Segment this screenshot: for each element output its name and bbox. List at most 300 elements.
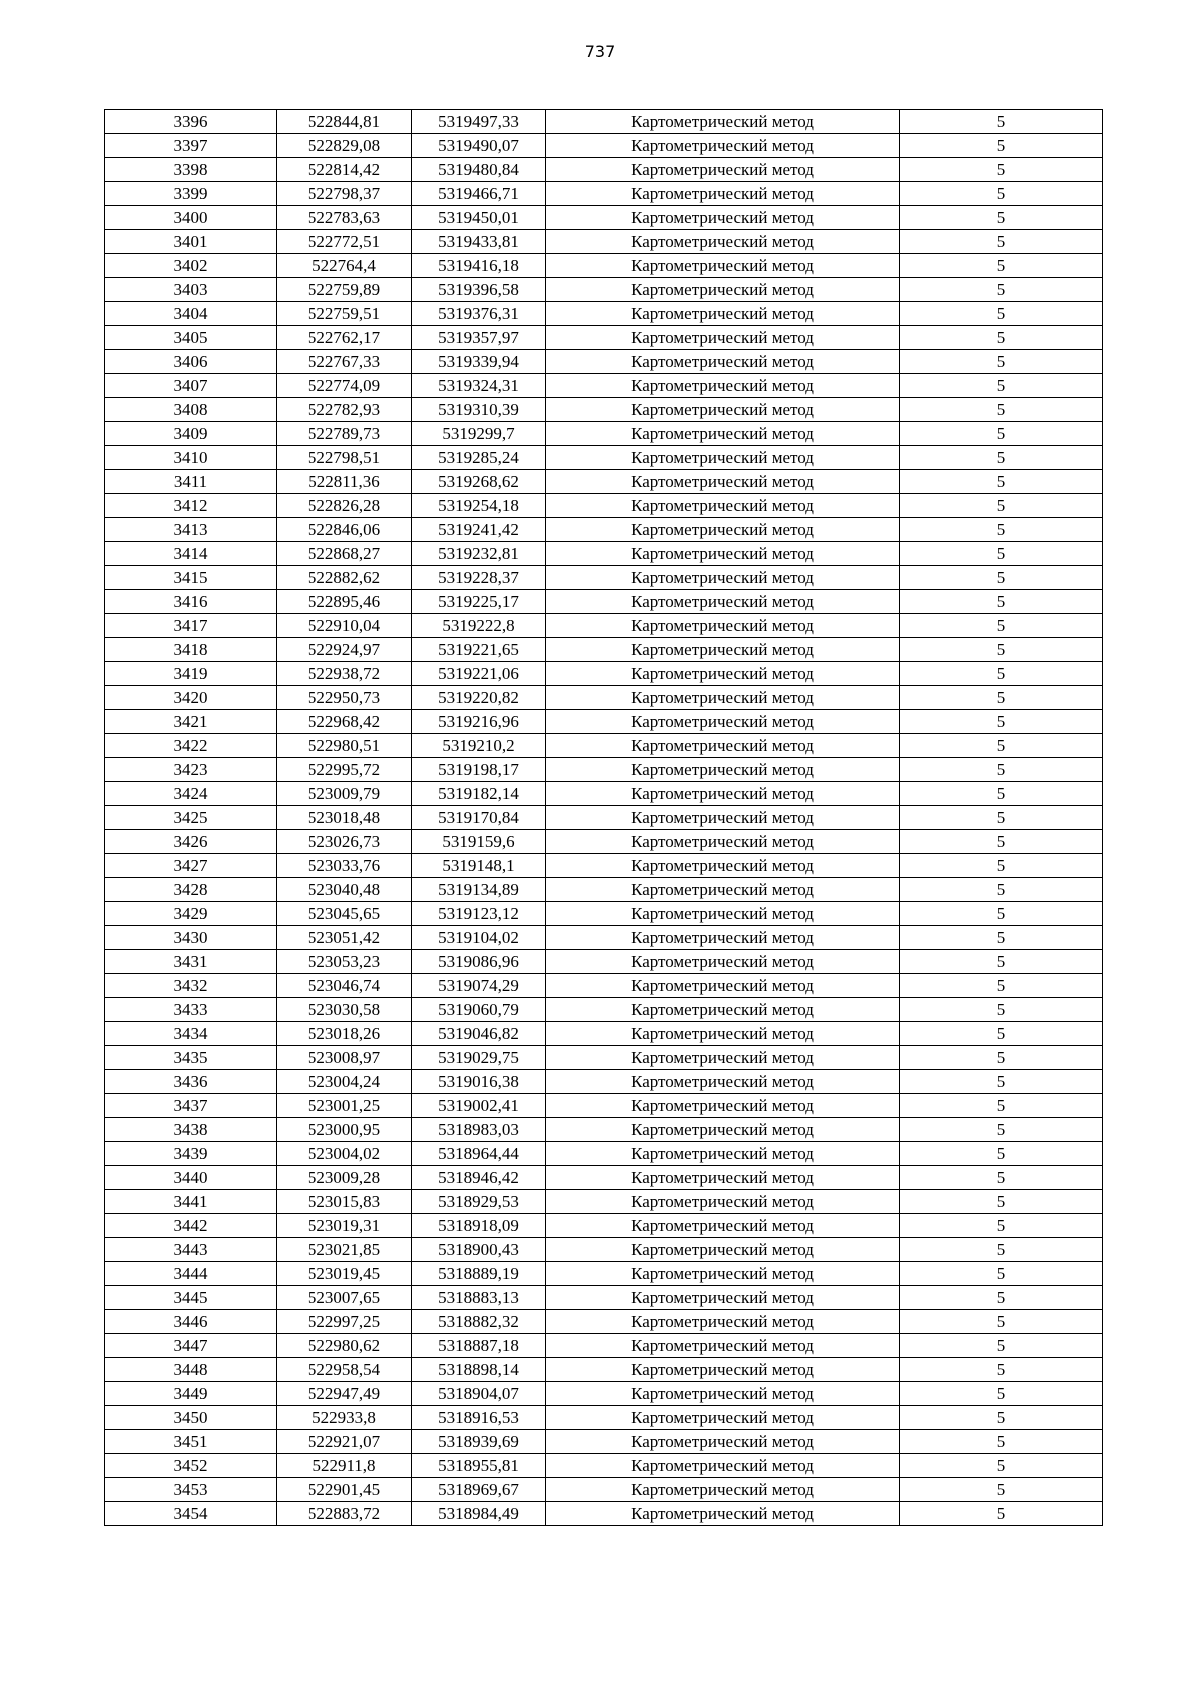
table-row bbox=[105, 806, 1103, 830]
accuracy-cell: 5 bbox=[900, 230, 1103, 254]
accuracy-cell: 5 bbox=[900, 1406, 1103, 1430]
y-coordinate-cell: 5318964,44 bbox=[412, 1142, 546, 1166]
coordinates-table-body bbox=[105, 110, 1103, 1526]
table-row bbox=[105, 134, 1103, 158]
point-number-cell: 3397 bbox=[105, 134, 277, 158]
y-coordinate-cell: 5319016,38 bbox=[412, 1070, 546, 1094]
method-cell: Картометрический метод bbox=[546, 1430, 900, 1454]
y-coordinate-cell: 5318904,07 bbox=[412, 1382, 546, 1406]
accuracy-cell: 5 bbox=[900, 206, 1103, 230]
point-number-cell: 3432 bbox=[105, 974, 277, 998]
table-row bbox=[105, 926, 1103, 950]
method-cell: Картометрический метод bbox=[546, 1310, 900, 1334]
table-row bbox=[105, 494, 1103, 518]
point-number-cell: 3404 bbox=[105, 302, 277, 326]
table-row bbox=[105, 566, 1103, 590]
point-number-cell: 3418 bbox=[105, 638, 277, 662]
accuracy-cell: 5 bbox=[900, 494, 1103, 518]
point-number-cell: 3444 bbox=[105, 1262, 277, 1286]
y-coordinate-cell: 5319002,41 bbox=[412, 1094, 546, 1118]
x-coordinate-cell: 522789,73 bbox=[277, 422, 412, 446]
x-coordinate-cell: 522783,63 bbox=[277, 206, 412, 230]
point-number-cell: 3428 bbox=[105, 878, 277, 902]
table-row bbox=[105, 662, 1103, 686]
method-cell: Картометрический метод bbox=[546, 1454, 900, 1478]
accuracy-cell: 5 bbox=[900, 1262, 1103, 1286]
x-coordinate-cell: 523019,45 bbox=[277, 1262, 412, 1286]
accuracy-cell: 5 bbox=[900, 878, 1103, 902]
method-cell: Картометрический метод bbox=[546, 230, 900, 254]
accuracy-cell: 5 bbox=[900, 950, 1103, 974]
table-row bbox=[105, 878, 1103, 902]
y-coordinate-cell: 5319324,31 bbox=[412, 374, 546, 398]
accuracy-cell: 5 bbox=[900, 542, 1103, 566]
table-row bbox=[105, 758, 1103, 782]
table-row bbox=[105, 350, 1103, 374]
table-row bbox=[105, 1286, 1103, 1310]
x-coordinate-cell: 523021,85 bbox=[277, 1238, 412, 1262]
y-coordinate-cell: 5319285,24 bbox=[412, 446, 546, 470]
x-coordinate-cell: 522980,62 bbox=[277, 1334, 412, 1358]
y-coordinate-cell: 5319299,7 bbox=[412, 422, 546, 446]
accuracy-cell: 5 bbox=[900, 1502, 1103, 1526]
accuracy-cell: 5 bbox=[900, 1454, 1103, 1478]
point-number-cell: 3445 bbox=[105, 1286, 277, 1310]
x-coordinate-cell: 522997,25 bbox=[277, 1310, 412, 1334]
table-row bbox=[105, 1406, 1103, 1430]
accuracy-cell: 5 bbox=[900, 686, 1103, 710]
x-coordinate-cell: 522759,89 bbox=[277, 278, 412, 302]
accuracy-cell: 5 bbox=[900, 254, 1103, 278]
y-coordinate-cell: 5319216,96 bbox=[412, 710, 546, 734]
y-coordinate-cell: 5319396,58 bbox=[412, 278, 546, 302]
point-number-cell: 3407 bbox=[105, 374, 277, 398]
method-cell: Картометрический метод bbox=[546, 710, 900, 734]
x-coordinate-cell: 523033,76 bbox=[277, 854, 412, 878]
x-coordinate-cell: 523051,42 bbox=[277, 926, 412, 950]
table-row bbox=[105, 1118, 1103, 1142]
y-coordinate-cell: 5319210,2 bbox=[412, 734, 546, 758]
y-coordinate-cell: 5318916,53 bbox=[412, 1406, 546, 1430]
table-row bbox=[105, 254, 1103, 278]
table-row bbox=[105, 446, 1103, 470]
method-cell: Картометрический метод bbox=[546, 134, 900, 158]
y-coordinate-cell: 5319159,6 bbox=[412, 830, 546, 854]
y-coordinate-cell: 5318984,49 bbox=[412, 1502, 546, 1526]
accuracy-cell: 5 bbox=[900, 1166, 1103, 1190]
x-coordinate-cell: 523018,26 bbox=[277, 1022, 412, 1046]
y-coordinate-cell: 5319074,29 bbox=[412, 974, 546, 998]
x-coordinate-cell: 523009,28 bbox=[277, 1166, 412, 1190]
accuracy-cell: 5 bbox=[900, 1358, 1103, 1382]
accuracy-cell: 5 bbox=[900, 134, 1103, 158]
accuracy-cell: 5 bbox=[900, 1118, 1103, 1142]
point-number-cell: 3420 bbox=[105, 686, 277, 710]
point-number-cell: 3452 bbox=[105, 1454, 277, 1478]
table-row bbox=[105, 1454, 1103, 1478]
method-cell: Картометрический метод bbox=[546, 902, 900, 926]
point-number-cell: 3402 bbox=[105, 254, 277, 278]
y-coordinate-cell: 5318882,32 bbox=[412, 1310, 546, 1334]
y-coordinate-cell: 5319357,97 bbox=[412, 326, 546, 350]
y-coordinate-cell: 5319497,33 bbox=[412, 110, 546, 134]
x-coordinate-cell: 522921,07 bbox=[277, 1430, 412, 1454]
point-number-cell: 3436 bbox=[105, 1070, 277, 1094]
x-coordinate-cell: 522868,27 bbox=[277, 542, 412, 566]
y-coordinate-cell: 5319086,96 bbox=[412, 950, 546, 974]
x-coordinate-cell: 522798,37 bbox=[277, 182, 412, 206]
table-row bbox=[105, 1478, 1103, 1502]
table-row bbox=[105, 590, 1103, 614]
accuracy-cell: 5 bbox=[900, 758, 1103, 782]
accuracy-cell: 5 bbox=[900, 902, 1103, 926]
x-coordinate-cell: 522774,09 bbox=[277, 374, 412, 398]
x-coordinate-cell: 522764,4 bbox=[277, 254, 412, 278]
x-coordinate-cell: 522895,46 bbox=[277, 590, 412, 614]
method-cell: Картометрический метод bbox=[546, 1382, 900, 1406]
point-number-cell: 3400 bbox=[105, 206, 277, 230]
table-row bbox=[105, 638, 1103, 662]
y-coordinate-cell: 5318983,03 bbox=[412, 1118, 546, 1142]
point-number-cell: 3431 bbox=[105, 950, 277, 974]
x-coordinate-cell: 522826,28 bbox=[277, 494, 412, 518]
method-cell: Картометрический метод bbox=[546, 1502, 900, 1526]
x-coordinate-cell: 522950,73 bbox=[277, 686, 412, 710]
table-row bbox=[105, 974, 1103, 998]
table-row bbox=[105, 686, 1103, 710]
table-row bbox=[105, 278, 1103, 302]
method-cell: Картометрический метод bbox=[546, 998, 900, 1022]
method-cell: Картометрический метод bbox=[546, 878, 900, 902]
table-row bbox=[105, 950, 1103, 974]
point-number-cell: 3416 bbox=[105, 590, 277, 614]
y-coordinate-cell: 5319220,82 bbox=[412, 686, 546, 710]
accuracy-cell: 5 bbox=[900, 1430, 1103, 1454]
accuracy-cell: 5 bbox=[900, 350, 1103, 374]
y-coordinate-cell: 5319433,81 bbox=[412, 230, 546, 254]
method-cell: Картометрический метод bbox=[546, 758, 900, 782]
accuracy-cell: 5 bbox=[900, 518, 1103, 542]
point-number-cell: 3442 bbox=[105, 1214, 277, 1238]
x-coordinate-cell: 522882,62 bbox=[277, 566, 412, 590]
table-row bbox=[105, 518, 1103, 542]
accuracy-cell: 5 bbox=[900, 374, 1103, 398]
table-row bbox=[105, 1502, 1103, 1526]
method-cell: Картометрический метод bbox=[546, 686, 900, 710]
x-coordinate-cell: 522958,54 bbox=[277, 1358, 412, 1382]
point-number-cell: 3425 bbox=[105, 806, 277, 830]
point-number-cell: 3421 bbox=[105, 710, 277, 734]
table-row bbox=[105, 1214, 1103, 1238]
y-coordinate-cell: 5319339,94 bbox=[412, 350, 546, 374]
table-row bbox=[105, 206, 1103, 230]
accuracy-cell: 5 bbox=[900, 590, 1103, 614]
point-number-cell: 3401 bbox=[105, 230, 277, 254]
accuracy-cell: 5 bbox=[900, 998, 1103, 1022]
x-coordinate-cell: 522762,17 bbox=[277, 326, 412, 350]
point-number-cell: 3450 bbox=[105, 1406, 277, 1430]
point-number-cell: 3396 bbox=[105, 110, 277, 134]
y-coordinate-cell: 5318955,81 bbox=[412, 1454, 546, 1478]
accuracy-cell: 5 bbox=[900, 278, 1103, 302]
table-row bbox=[105, 398, 1103, 422]
method-cell: Картометрический метод bbox=[546, 494, 900, 518]
method-cell: Картометрический метод bbox=[546, 470, 900, 494]
method-cell: Картометрический метод bbox=[546, 518, 900, 542]
table-row bbox=[105, 1166, 1103, 1190]
table-row bbox=[105, 1430, 1103, 1454]
accuracy-cell: 5 bbox=[900, 1382, 1103, 1406]
accuracy-cell: 5 bbox=[900, 1094, 1103, 1118]
method-cell: Картометрический метод bbox=[546, 1406, 900, 1430]
accuracy-cell: 5 bbox=[900, 1022, 1103, 1046]
x-coordinate-cell: 523053,23 bbox=[277, 950, 412, 974]
y-coordinate-cell: 5319416,18 bbox=[412, 254, 546, 278]
accuracy-cell: 5 bbox=[900, 1046, 1103, 1070]
point-number-cell: 3453 bbox=[105, 1478, 277, 1502]
y-coordinate-cell: 5318918,09 bbox=[412, 1214, 546, 1238]
table-row bbox=[105, 326, 1103, 350]
method-cell: Картометрический метод bbox=[546, 398, 900, 422]
method-cell: Картометрический метод bbox=[546, 158, 900, 182]
x-coordinate-cell: 522901,45 bbox=[277, 1478, 412, 1502]
x-coordinate-cell: 522814,42 bbox=[277, 158, 412, 182]
table-row bbox=[105, 1070, 1103, 1094]
table-row bbox=[105, 182, 1103, 206]
point-number-cell: 3438 bbox=[105, 1118, 277, 1142]
method-cell: Картометрический метод bbox=[546, 782, 900, 806]
method-cell: Картометрический метод bbox=[546, 110, 900, 134]
point-number-cell: 3415 bbox=[105, 566, 277, 590]
table-row bbox=[105, 854, 1103, 878]
method-cell: Картометрический метод bbox=[546, 302, 900, 326]
method-cell: Картометрический метод bbox=[546, 614, 900, 638]
method-cell: Картометрический метод bbox=[546, 1142, 900, 1166]
y-coordinate-cell: 5318929,53 bbox=[412, 1190, 546, 1214]
x-coordinate-cell: 523018,48 bbox=[277, 806, 412, 830]
x-coordinate-cell: 523001,25 bbox=[277, 1094, 412, 1118]
table-row bbox=[105, 302, 1103, 326]
accuracy-cell: 5 bbox=[900, 110, 1103, 134]
y-coordinate-cell: 5319225,17 bbox=[412, 590, 546, 614]
method-cell: Картометрический метод bbox=[546, 974, 900, 998]
x-coordinate-cell: 523026,73 bbox=[277, 830, 412, 854]
method-cell: Картометрический метод bbox=[546, 1358, 900, 1382]
point-number-cell: 3411 bbox=[105, 470, 277, 494]
table-row bbox=[105, 734, 1103, 758]
point-number-cell: 3454 bbox=[105, 1502, 277, 1526]
table-row bbox=[105, 1238, 1103, 1262]
accuracy-cell: 5 bbox=[900, 710, 1103, 734]
accuracy-cell: 5 bbox=[900, 398, 1103, 422]
y-coordinate-cell: 5319221,06 bbox=[412, 662, 546, 686]
accuracy-cell: 5 bbox=[900, 1334, 1103, 1358]
accuracy-cell: 5 bbox=[900, 302, 1103, 326]
method-cell: Картометрический метод bbox=[546, 326, 900, 350]
table-row bbox=[105, 1358, 1103, 1382]
x-coordinate-cell: 523019,31 bbox=[277, 1214, 412, 1238]
x-coordinate-cell: 522947,49 bbox=[277, 1382, 412, 1406]
y-coordinate-cell: 5319221,65 bbox=[412, 638, 546, 662]
x-coordinate-cell: 523046,74 bbox=[277, 974, 412, 998]
method-cell: Картометрический метод bbox=[546, 446, 900, 470]
method-cell: Картометрический метод bbox=[546, 1238, 900, 1262]
point-number-cell: 3429 bbox=[105, 902, 277, 926]
y-coordinate-cell: 5318946,42 bbox=[412, 1166, 546, 1190]
page-number: 737 bbox=[584, 42, 616, 61]
x-coordinate-cell: 522911,8 bbox=[277, 1454, 412, 1478]
table-row bbox=[105, 1310, 1103, 1334]
point-number-cell: 3439 bbox=[105, 1142, 277, 1166]
y-coordinate-cell: 5318969,67 bbox=[412, 1478, 546, 1502]
point-number-cell: 3435 bbox=[105, 1046, 277, 1070]
point-number-cell: 3423 bbox=[105, 758, 277, 782]
table-row bbox=[105, 830, 1103, 854]
y-coordinate-cell: 5318900,43 bbox=[412, 1238, 546, 1262]
method-cell: Картометрический метод bbox=[546, 1022, 900, 1046]
point-number-cell: 3434 bbox=[105, 1022, 277, 1046]
y-coordinate-cell: 5319198,17 bbox=[412, 758, 546, 782]
x-coordinate-cell: 522782,93 bbox=[277, 398, 412, 422]
y-coordinate-cell: 5319490,07 bbox=[412, 134, 546, 158]
accuracy-cell: 5 bbox=[900, 734, 1103, 758]
table-row bbox=[105, 710, 1103, 734]
x-coordinate-cell: 522829,08 bbox=[277, 134, 412, 158]
y-coordinate-cell: 5319450,01 bbox=[412, 206, 546, 230]
accuracy-cell: 5 bbox=[900, 1142, 1103, 1166]
method-cell: Картометрический метод bbox=[546, 830, 900, 854]
method-cell: Картометрический метод bbox=[546, 566, 900, 590]
y-coordinate-cell: 5319228,37 bbox=[412, 566, 546, 590]
method-cell: Картометрический метод bbox=[546, 1118, 900, 1142]
table-row bbox=[105, 1142, 1103, 1166]
y-coordinate-cell: 5319376,31 bbox=[412, 302, 546, 326]
coordinates-table bbox=[104, 109, 1103, 1526]
x-coordinate-cell: 522910,04 bbox=[277, 614, 412, 638]
x-coordinate-cell: 523004,02 bbox=[277, 1142, 412, 1166]
y-coordinate-cell: 5319104,02 bbox=[412, 926, 546, 950]
table-row bbox=[105, 1334, 1103, 1358]
accuracy-cell: 5 bbox=[900, 662, 1103, 686]
accuracy-cell: 5 bbox=[900, 1286, 1103, 1310]
point-number-cell: 3440 bbox=[105, 1166, 277, 1190]
table-row bbox=[105, 470, 1103, 494]
y-coordinate-cell: 5319170,84 bbox=[412, 806, 546, 830]
point-number-cell: 3410 bbox=[105, 446, 277, 470]
x-coordinate-cell: 522846,06 bbox=[277, 518, 412, 542]
y-coordinate-cell: 5319232,81 bbox=[412, 542, 546, 566]
y-coordinate-cell: 5318939,69 bbox=[412, 1430, 546, 1454]
x-coordinate-cell: 522798,51 bbox=[277, 446, 412, 470]
table-row bbox=[105, 158, 1103, 182]
method-cell: Картометрический метод bbox=[546, 1190, 900, 1214]
point-number-cell: 3413 bbox=[105, 518, 277, 542]
x-coordinate-cell: 523030,58 bbox=[277, 998, 412, 1022]
x-coordinate-cell: 523040,48 bbox=[277, 878, 412, 902]
y-coordinate-cell: 5318889,19 bbox=[412, 1262, 546, 1286]
x-coordinate-cell: 523000,95 bbox=[277, 1118, 412, 1142]
y-coordinate-cell: 5319222,8 bbox=[412, 614, 546, 638]
table-row bbox=[105, 110, 1103, 134]
accuracy-cell: 5 bbox=[900, 1238, 1103, 1262]
point-number-cell: 3441 bbox=[105, 1190, 277, 1214]
method-cell: Картометрический метод bbox=[546, 806, 900, 830]
method-cell: Картометрический метод bbox=[546, 1166, 900, 1190]
method-cell: Картометрический метод bbox=[546, 1262, 900, 1286]
method-cell: Картометрический метод bbox=[546, 590, 900, 614]
method-cell: Картометрический метод bbox=[546, 1046, 900, 1070]
y-coordinate-cell: 5319029,75 bbox=[412, 1046, 546, 1070]
y-coordinate-cell: 5319046,82 bbox=[412, 1022, 546, 1046]
accuracy-cell: 5 bbox=[900, 974, 1103, 998]
y-coordinate-cell: 5319123,12 bbox=[412, 902, 546, 926]
y-coordinate-cell: 5318898,14 bbox=[412, 1358, 546, 1382]
method-cell: Картометрический метод bbox=[546, 182, 900, 206]
table-row bbox=[105, 782, 1103, 806]
method-cell: Картометрический метод bbox=[546, 1286, 900, 1310]
method-cell: Картометрический метод bbox=[546, 350, 900, 374]
y-coordinate-cell: 5319268,62 bbox=[412, 470, 546, 494]
method-cell: Картометрический метод bbox=[546, 1070, 900, 1094]
table-row bbox=[105, 1046, 1103, 1070]
method-cell: Картометрический метод bbox=[546, 542, 900, 566]
accuracy-cell: 5 bbox=[900, 446, 1103, 470]
point-number-cell: 3406 bbox=[105, 350, 277, 374]
method-cell: Картометрический метод bbox=[546, 662, 900, 686]
point-number-cell: 3446 bbox=[105, 1310, 277, 1334]
x-coordinate-cell: 523015,83 bbox=[277, 1190, 412, 1214]
point-number-cell: 3399 bbox=[105, 182, 277, 206]
point-number-cell: 3451 bbox=[105, 1430, 277, 1454]
accuracy-cell: 5 bbox=[900, 806, 1103, 830]
point-number-cell: 3417 bbox=[105, 614, 277, 638]
table-row bbox=[105, 902, 1103, 926]
table-row bbox=[105, 1190, 1103, 1214]
x-coordinate-cell: 523009,79 bbox=[277, 782, 412, 806]
y-coordinate-cell: 5319182,14 bbox=[412, 782, 546, 806]
method-cell: Картометрический метод bbox=[546, 278, 900, 302]
method-cell: Картометрический метод bbox=[546, 926, 900, 950]
accuracy-cell: 5 bbox=[900, 782, 1103, 806]
method-cell: Картометрический метод bbox=[546, 950, 900, 974]
x-coordinate-cell: 522968,42 bbox=[277, 710, 412, 734]
point-number-cell: 3433 bbox=[105, 998, 277, 1022]
method-cell: Картометрический метод bbox=[546, 854, 900, 878]
x-coordinate-cell: 522767,33 bbox=[277, 350, 412, 374]
x-coordinate-cell: 522844,81 bbox=[277, 110, 412, 134]
x-coordinate-cell: 522995,72 bbox=[277, 758, 412, 782]
point-number-cell: 3419 bbox=[105, 662, 277, 686]
table-row bbox=[105, 422, 1103, 446]
point-number-cell: 3408 bbox=[105, 398, 277, 422]
y-coordinate-cell: 5319148,1 bbox=[412, 854, 546, 878]
accuracy-cell: 5 bbox=[900, 1478, 1103, 1502]
table-row bbox=[105, 1262, 1103, 1286]
point-number-cell: 3447 bbox=[105, 1334, 277, 1358]
accuracy-cell: 5 bbox=[900, 158, 1103, 182]
point-number-cell: 3448 bbox=[105, 1358, 277, 1382]
x-coordinate-cell: 522980,51 bbox=[277, 734, 412, 758]
table-row bbox=[105, 1022, 1103, 1046]
point-number-cell: 3405 bbox=[105, 326, 277, 350]
y-coordinate-cell: 5319310,39 bbox=[412, 398, 546, 422]
y-coordinate-cell: 5319134,89 bbox=[412, 878, 546, 902]
accuracy-cell: 5 bbox=[900, 614, 1103, 638]
point-number-cell: 3426 bbox=[105, 830, 277, 854]
point-number-cell: 3437 bbox=[105, 1094, 277, 1118]
point-number-cell: 3449 bbox=[105, 1382, 277, 1406]
method-cell: Картометрический метод bbox=[546, 1334, 900, 1358]
